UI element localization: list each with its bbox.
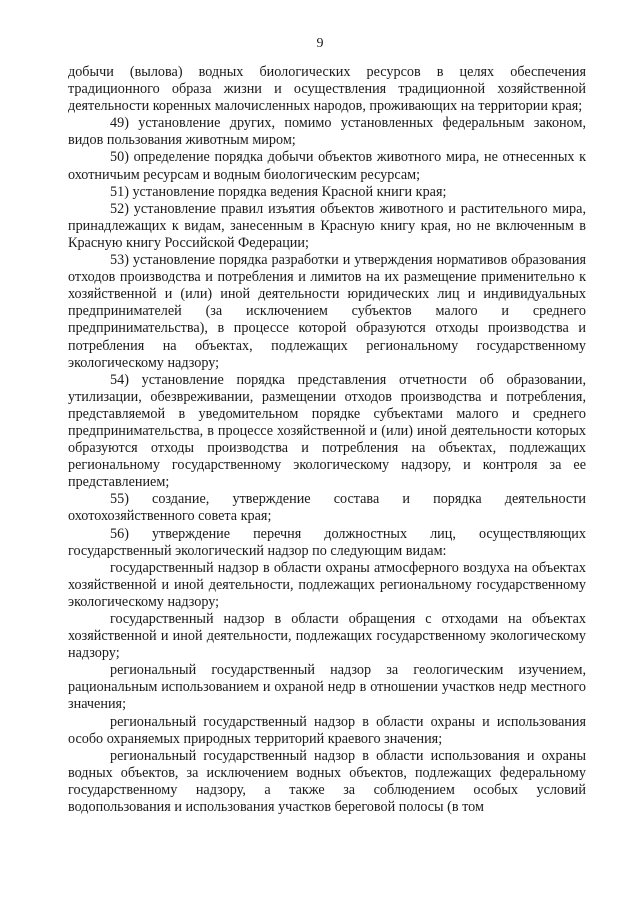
paragraph-item-56: 56) утверждение перечня должностных лиц, осуществляющих государственный экологический надзор по следующим видам: (68, 525, 586, 559)
paragraph-item-49: 49) установление других, помимо установленных федеральным законом, видов пользования животным миром; (68, 115, 586, 149)
paragraph-protected-areas-oversight: региональный государственный надзор в области охраны и использования особо охраняемых природных территорий краевого значения; (68, 713, 586, 747)
page-number: 9 (316, 36, 324, 51)
paragraph-air-protection-oversight: государственный надзор в области охраны атмосферного воздуха на объектах хозяйственной и иной деятельности, подлежащих региональному государственному экологическому надзору; (68, 559, 586, 610)
paragraph-item-55: 55) создание, утверждение состава и порядка деятельности охотохозяйственного совета края; (68, 491, 586, 525)
paragraph-item-52: 52) установление правил изъятия объектов животного и растительного мира, принадлежащих к видам, занесенным в Красную книгу края, но не включенным в Красную книгу Российской Федерации; (68, 200, 586, 251)
paragraph-item-50: 50) определение порядка добычи объектов животного мира, не отнесенных к охотничьим ресурсам и водным биологическим ресурсам; (68, 149, 586, 183)
paragraph-item-53: 53) установление порядка разработки и утверждения нормативов образования отходов производства и потребления и лимитов на их размещение применительно к хозяйственной и (или) иной деятельности юридических лиц и индивидуальных предпринимателей (за исключением субъектов малого и среднего предпринимательства), в процессе которой образуются отходы производства и потребления на объектах, подлежащих региональному государственному экологическому надзору; (68, 252, 586, 371)
document-body (68, 64, 586, 816)
paragraph-item-51: 51) установление порядка ведения Красной книги края; (110, 183, 447, 200)
paragraph-water-objects-oversight: региональный государственный надзор в области использования и охраны водных объектов, за исключением водных объектов, подлежащих федеральному государственному надзору, а также за соблюдением особых условий водопользования и использования участков береговой полосы (в том (68, 747, 586, 816)
paragraph-item-54: 54) установление порядка представления отчетности об образовании, утилизации, обезвреживании, размещении отходов производства и потребления, представляемой в уведомительном порядке субъектами малого и среднего предпринимательства, в процессе хозяйственной и (или) иной деятельности которых образуются отходы производства и потребления на объектах, подлежащих региональному государственному экологическому надзору, и контроля за ее представлением; (68, 371, 586, 491)
paragraph-continuation: добычи (вылова) водных биологических ресурсов в целях обеспечения традиционного образа жизни и осуществления традиционной хозяйственной деятельности коренных малочисленных народов, проживающих на территории края; (68, 64, 586, 115)
paragraph-waste-oversight: государственный надзор в области обращения с отходами на объектах хозяйственной и иной деятельности, подлежащих государственному экологическому надзору; (68, 611, 586, 662)
paragraph-subsoil-oversight: региональный государственный надзор за геологическим изучением, рациональным использованием и охраной недр в отношении участков недр местного значения; (68, 662, 586, 713)
